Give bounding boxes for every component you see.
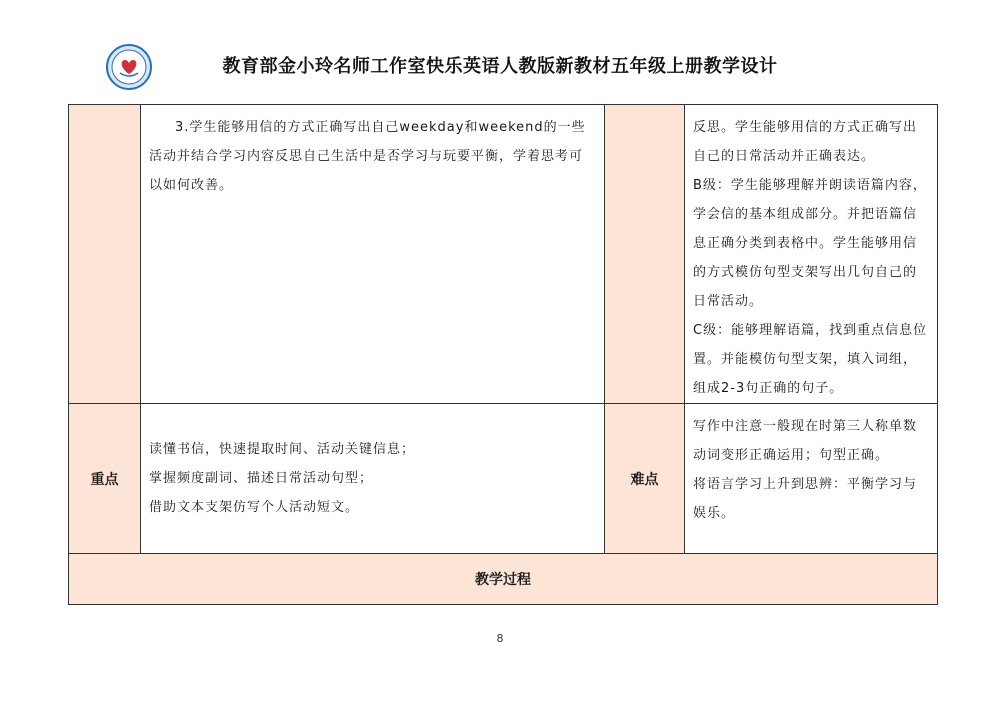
level-c-text: C级：能够理解语篇，找到重点信息位置。并能模仿句型支架，填入词组，组成2-3句正确的句子。 [693,323,928,396]
difficulty-item: 将语言学习上升到思辨：平衡学习与娱乐。 [693,477,918,521]
key-point-item: 掌握频度副词、描述日常活动句型； [149,471,374,486]
teaching-process-heading: 教学过程 [69,554,938,605]
key-point-item: 读懂书信，快速提取时间、活动关键信息； [149,442,416,457]
key-difficulty-row [69,404,938,554]
objective-3-text: 3.学生能够用信的方式正确写出自己weekday和weekend的一些活动并结合学习内容反思自己生活中是否学习与玩要平衡，学着思考可以如何改善。 [149,120,586,193]
key-points-label: 重点 [69,404,141,554]
page-header [0,0,1000,100]
key-points-cell [141,404,605,554]
objectives-mid-label-cell [605,105,685,404]
page-title: 教育部金小玲名师工作室快乐英语人教版新教材五年级上册教学设计 [222,56,778,77]
objectives-right-cell [685,105,938,404]
page-number: 8 [496,632,504,645]
objectives-row [69,105,938,404]
level-a-tail-text: 反思。学生能够用信的方式正确写出自己的日常活动并正确表达。 [693,120,918,164]
objectives-left-cell [141,105,605,404]
key-point-item: 借助文本支架仿写个人活动短文。 [149,500,360,515]
lesson-plan-table [68,104,938,605]
objectives-label-cell [69,105,141,404]
process-header-row [69,554,938,605]
level-b-text: B级：学生能够理解并朗读语篇内容，学会信的基本组成部分。并把语篇信息正确分类到表格中。学生能够用信的方式模仿句型支架写出几句自己的日常活动。 [693,178,927,309]
difficulty-cell [685,404,938,554]
difficulty-label: 难点 [605,404,685,554]
difficulty-item: 写作中注意一般现在时第三人称单数动词变形正确运用；句型正确。 [693,419,918,463]
